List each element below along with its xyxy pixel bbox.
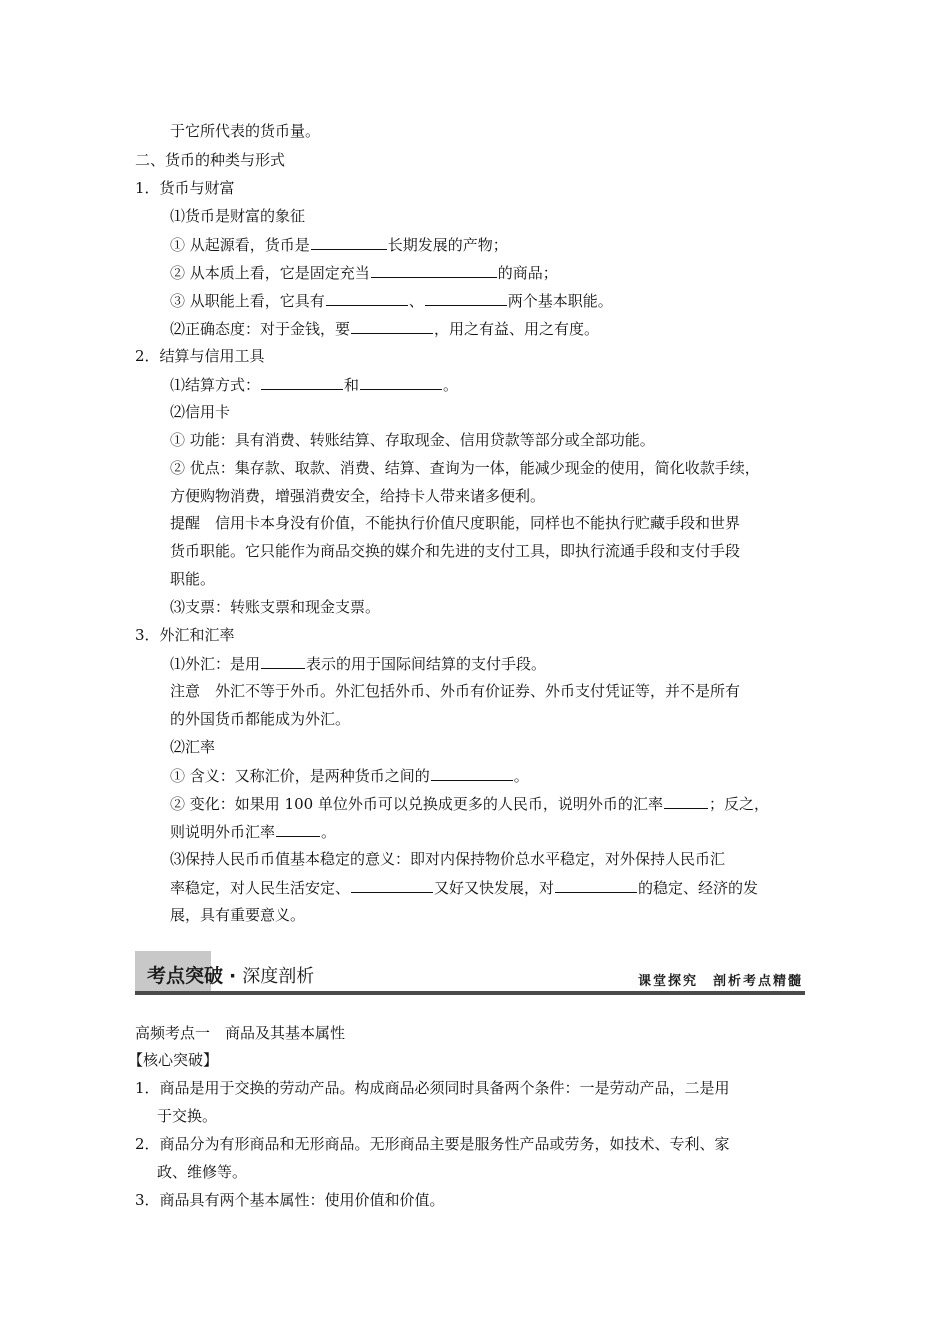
text: ⑶支票：转账支票和现金支票。	[170, 598, 381, 616]
fill-in-line	[170, 290, 613, 311]
section-heading	[135, 150, 285, 170]
answer-blank	[326, 290, 408, 306]
text: 。	[513, 767, 529, 785]
text: ③ 从职能上看，它具有	[170, 292, 325, 310]
text: ① 从起源看，货币是	[170, 236, 310, 254]
answer-blank	[261, 374, 343, 390]
fill-in-line	[170, 765, 529, 786]
answer-blank	[555, 877, 637, 893]
text: ⑵信用卡	[170, 403, 231, 421]
text: 货币职能。它只能作为商品交换的媒介和先进的支付工具，即执行流通手段和支付手段	[170, 542, 741, 560]
text: 和	[344, 376, 360, 394]
text: 又好又快发展，对	[434, 879, 555, 897]
answer-blank	[311, 234, 387, 250]
text: ② 优点：集存款、取款、消费、结算、查询为一体，能减少现金的使用，简化收款手续，	[170, 459, 760, 477]
answer-blank	[261, 653, 305, 669]
section-banner	[135, 951, 805, 995]
answer-blank	[371, 262, 497, 278]
answer-blank	[360, 374, 442, 390]
item-heading	[170, 206, 305, 226]
fill-in-line	[170, 262, 558, 283]
text: 3．商品具有两个基本属性：使用价值和价值。	[135, 1191, 445, 1209]
paragraph-line	[170, 486, 545, 506]
text: 3．外汇和汇率	[135, 626, 235, 644]
fill-in-line	[170, 318, 599, 339]
section-heading	[135, 1023, 345, 1043]
text: ⑵正确态度：对于金钱，要	[170, 320, 351, 338]
text: ⑴结算方式：	[170, 376, 261, 394]
tip-line	[170, 513, 740, 533]
banner-tagline: 课堂探究 剖析考点精髓	[637, 974, 803, 989]
core-label	[128, 1050, 218, 1070]
text: 展，具有重要意义。	[170, 906, 306, 924]
text: 2．结算与信用工具	[135, 347, 265, 365]
fill-in-line	[170, 793, 769, 814]
text: 两个基本职能。	[507, 292, 613, 310]
text: 政、维修等。	[157, 1163, 248, 1181]
paragraph-line	[170, 849, 725, 869]
text: 于它所代表的货币量。	[170, 122, 321, 140]
text: 二、货币的种类与形式	[135, 151, 286, 169]
tip-line	[170, 541, 740, 561]
text: 率稳定，对人民生活安定、	[170, 879, 351, 897]
text: 1．商品是用于交换的劳动产品。构成商品必须同时具备两个条件：一是劳动产品，二是用	[135, 1079, 730, 1097]
text: 表示的用于国际间结算的支付手段。	[306, 655, 547, 673]
subsection-heading	[135, 346, 265, 366]
answer-blank	[431, 765, 513, 781]
list-item-continued	[157, 1106, 217, 1126]
text: 高频考点一 商品及其基本属性	[135, 1024, 346, 1042]
note-line	[170, 709, 350, 729]
answer-blank	[351, 318, 433, 334]
text: 、	[408, 292, 424, 310]
text: ② 从本质上看，它是固定充当	[170, 264, 370, 282]
text: 职能。	[170, 570, 216, 588]
item-heading	[170, 737, 215, 757]
item-heading	[170, 402, 230, 422]
text: ① 功能：具有消费、转账结算、存取现金、信用贷款等部分或全部功能。	[170, 431, 655, 449]
list-item	[135, 1134, 730, 1154]
text: 1．货币与财富	[135, 179, 235, 197]
subsection-heading	[135, 625, 235, 645]
text: ⑶保持人民币币值基本稳定的意义：即对内保持物价总水平稳定，对外保持人民币汇	[170, 850, 726, 868]
answer-blank	[664, 793, 708, 809]
list-item	[135, 1190, 445, 1210]
note-line	[170, 681, 740, 701]
text: 提醒 信用卡本身没有价值，不能执行价值尺度职能，同样也不能执行贮藏手段和世界	[170, 514, 741, 532]
fill-in-line	[170, 821, 336, 842]
text: ⑴外汇：是用	[170, 655, 261, 673]
text: 的商品；	[497, 264, 558, 282]
fill-in-line	[170, 374, 458, 395]
banner-subtitle: 深度剖析	[242, 966, 315, 987]
text: 的外国货币都能成为外汇。	[170, 710, 351, 728]
text: ；反之，	[708, 795, 769, 813]
tip-line	[170, 569, 215, 589]
text: 的稳定、经济的发	[638, 879, 759, 897]
fill-in-line	[170, 877, 758, 898]
answer-blank	[276, 821, 320, 837]
paragraph-line	[170, 458, 760, 478]
text: ⑴货币是财富的象征	[170, 207, 306, 225]
list-item-continued	[157, 1162, 247, 1182]
text: 于交换。	[157, 1107, 218, 1125]
text: 则说明外币汇率	[170, 823, 276, 841]
text: 。	[443, 376, 459, 394]
text: 长期发展的产物；	[387, 236, 508, 254]
fill-in-line	[170, 234, 508, 255]
text: 2．商品分为有形商品和无形商品。无形商品主要是服务性产品或劳务，如技术、专利、家	[135, 1135, 730, 1153]
text: 。	[321, 823, 337, 841]
text: ① 含义：又称汇价，是两种货币之间的	[170, 767, 430, 785]
banner-title-text: 考点突破	[147, 965, 224, 987]
answer-blank	[351, 877, 433, 893]
list-item	[135, 1078, 730, 1098]
paragraph-line	[170, 597, 380, 617]
text: ，用之有益、用之有度。	[434, 320, 600, 338]
answer-blank	[425, 290, 507, 306]
text: ⑵汇率	[170, 738, 216, 756]
subsection-heading	[135, 178, 235, 198]
banner-dot: ·	[229, 965, 237, 987]
fill-in-line	[170, 653, 546, 674]
text: 【核心突破】	[128, 1051, 219, 1069]
paragraph-line	[170, 121, 320, 141]
paragraph-line	[170, 905, 305, 925]
paragraph-line	[170, 430, 655, 450]
text: ② 变化：如果用 100 单位外币可以兑换成更多的人民币，说明外币的汇率	[170, 795, 663, 813]
text: 方便购物消费，增强消费安全，给持卡人带来诸多便利。	[170, 487, 546, 505]
text: 注意 外汇不等于外币。外汇包括外币、外币有价证券、外币支付凭证等，并不是所有	[170, 682, 741, 700]
banner-rule	[135, 991, 805, 995]
banner-title	[147, 961, 314, 988]
